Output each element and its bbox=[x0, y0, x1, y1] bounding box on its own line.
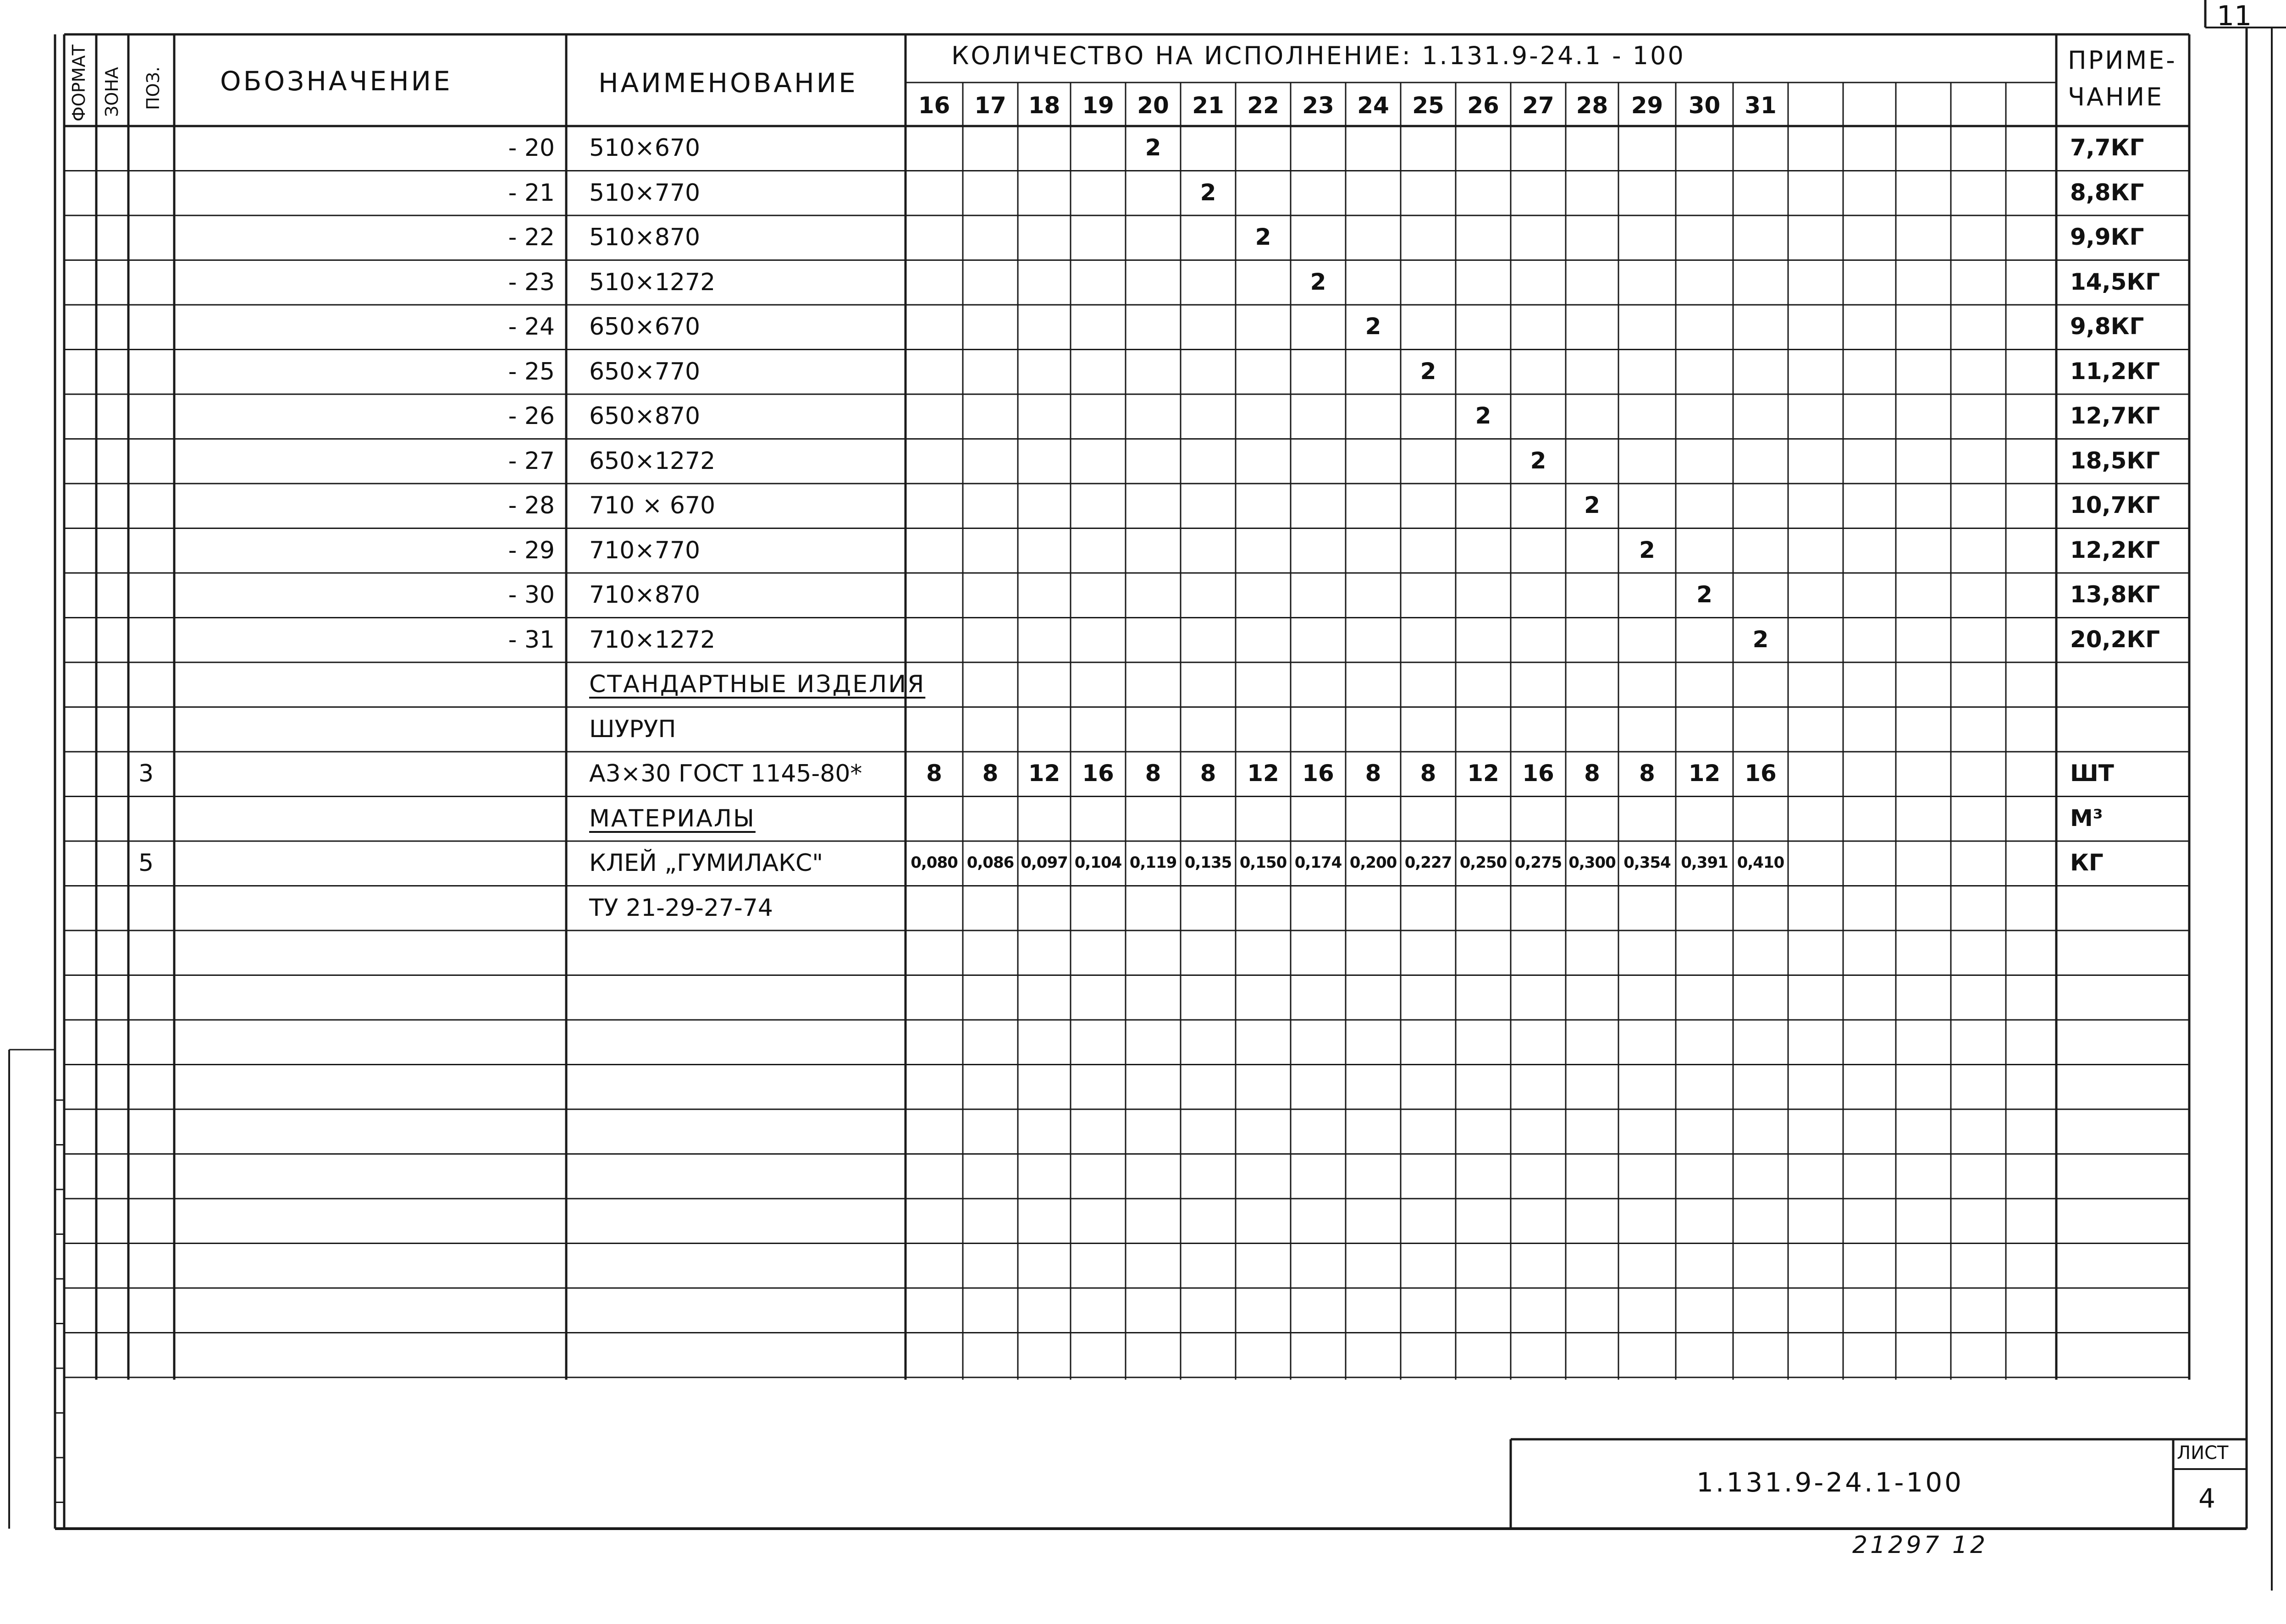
header-note-line2: ЧАНИЕ bbox=[2068, 83, 2164, 111]
qty-cell: 8 bbox=[982, 760, 999, 787]
row-pos: 5 bbox=[138, 849, 154, 877]
row-note: ШТ bbox=[2070, 760, 2114, 787]
qty-cell: 8 bbox=[1420, 760, 1436, 787]
page-mark: 11 bbox=[2217, 0, 2252, 32]
qty-cell: 16 bbox=[1745, 760, 1777, 787]
row-name: 650×670 bbox=[589, 313, 701, 341]
row-note: 11,2КГ bbox=[2070, 358, 2160, 385]
row-name: 510×1272 bbox=[589, 268, 716, 296]
qty-cell: 8 bbox=[1365, 760, 1381, 787]
row-note: 20,2КГ bbox=[2070, 626, 2160, 653]
qty-cell: 0,150 bbox=[1239, 853, 1287, 872]
qty-cell: 16 bbox=[1302, 760, 1334, 787]
row-note: 14,5КГ bbox=[2070, 268, 2160, 295]
qty-cell: 0,250 bbox=[1459, 853, 1507, 872]
row-name: 710×870 bbox=[589, 581, 701, 609]
row-name: 650×770 bbox=[589, 358, 701, 385]
qty-column-header: 30 bbox=[1688, 92, 1721, 119]
row-note: 8,8КГ bbox=[2070, 179, 2144, 206]
qty-column-header: 27 bbox=[1522, 92, 1554, 119]
row-designation: - 27 bbox=[508, 447, 555, 475]
qty-column-header: 17 bbox=[974, 92, 1006, 119]
qty-cell: 0,119 bbox=[1129, 853, 1177, 872]
qty-cell: 2 bbox=[1200, 179, 1216, 206]
row-designation: - 24 bbox=[508, 313, 555, 341]
qty-cell: 8 bbox=[1200, 760, 1216, 787]
qty-cell: 16 bbox=[1522, 760, 1554, 787]
row-designation: - 30 bbox=[508, 581, 555, 609]
header-quantity-title: КОЛИЧЕСТВО НА ИСПОЛНЕНИЕ: 1.131.9-24.1 - 100 bbox=[951, 41, 1685, 70]
row-designation: - 26 bbox=[508, 402, 555, 430]
qty-cell: 0,086 bbox=[966, 853, 1014, 872]
sheet-label: ЛИСТ bbox=[2177, 1442, 2229, 1464]
header-pos: ПОЗ. bbox=[143, 66, 163, 110]
qty-cell: 2 bbox=[1145, 134, 1161, 161]
row-name: 650×870 bbox=[589, 402, 701, 430]
qty-cell: 2 bbox=[1530, 447, 1546, 474]
qty-cell: 0,080 bbox=[911, 853, 958, 872]
qty-column-header: 26 bbox=[1467, 92, 1499, 119]
row-designation: - 29 bbox=[508, 536, 555, 564]
qty-cell: 0,174 bbox=[1294, 853, 1342, 872]
row-name: 510×670 bbox=[589, 134, 701, 162]
qty-cell: 8 bbox=[1639, 760, 1655, 787]
qty-cell: 2 bbox=[1420, 358, 1436, 385]
qty-cell: 8 bbox=[1145, 760, 1161, 787]
qty-column-header: 22 bbox=[1247, 92, 1279, 119]
row-name: А3×30 ГОСТ 1145-80* bbox=[589, 760, 862, 787]
qty-cell: 2 bbox=[1639, 536, 1655, 563]
row-note: 9,8КГ bbox=[2070, 313, 2144, 340]
qty-column-header: 24 bbox=[1357, 92, 1389, 119]
row-name: 710×770 bbox=[589, 536, 701, 564]
row-name: 510×770 bbox=[589, 179, 701, 207]
row-pos: 3 bbox=[138, 760, 154, 787]
row-designation: - 21 bbox=[508, 179, 555, 207]
qty-cell: 2 bbox=[1365, 313, 1381, 340]
row-note: 9,9КГ bbox=[2070, 224, 2144, 250]
qty-cell: 12 bbox=[1467, 760, 1499, 787]
qty-cell: 0,135 bbox=[1184, 853, 1232, 872]
qty-cell: 2 bbox=[1475, 402, 1491, 429]
row-note: 7,7КГ bbox=[2070, 134, 2144, 161]
qty-cell: 0,354 bbox=[1623, 853, 1671, 872]
qty-cell: 0,104 bbox=[1074, 853, 1122, 872]
qty-cell: 16 bbox=[1082, 760, 1114, 787]
qty-cell: 0,410 bbox=[1737, 853, 1784, 872]
qty-cell: 2 bbox=[1584, 492, 1600, 518]
qty-cell: 8 bbox=[1584, 760, 1600, 787]
row-name: ТУ 21-29-27-74 bbox=[589, 894, 773, 922]
qty-cell: 2 bbox=[1310, 268, 1326, 295]
qty-cell: 2 bbox=[1752, 626, 1769, 653]
qty-cell: 12 bbox=[1028, 760, 1060, 787]
row-designation: - 28 bbox=[508, 492, 555, 519]
row-designation: - 20 bbox=[508, 134, 555, 162]
qty-column-header: 18 bbox=[1028, 92, 1060, 119]
qty-column-header: 19 bbox=[1082, 92, 1114, 119]
row-designation: - 25 bbox=[508, 358, 555, 385]
qty-cell: 0,227 bbox=[1404, 853, 1452, 872]
archive-number: 21297 12 bbox=[1852, 1531, 1988, 1559]
row-note: 12,2КГ bbox=[2070, 536, 2160, 563]
row-name: ШУРУП bbox=[589, 715, 676, 743]
row-note: М³ bbox=[2070, 804, 2103, 831]
row-note: 10,7КГ bbox=[2070, 492, 2160, 518]
row-name: 510×870 bbox=[589, 224, 701, 251]
qty-cell: 8 bbox=[926, 760, 942, 787]
qty-column-header: 23 bbox=[1302, 92, 1334, 119]
row-name: 710×1272 bbox=[589, 626, 716, 654]
qty-cell: 0,391 bbox=[1681, 853, 1728, 872]
qty-cell: 2 bbox=[1255, 224, 1271, 250]
qty-column-header: 25 bbox=[1412, 92, 1444, 119]
row-note: 18,5КГ bbox=[2070, 447, 2160, 474]
qty-cell: 0,275 bbox=[1514, 853, 1562, 872]
header-format: ФОРМАТ bbox=[69, 44, 89, 121]
row-designation: - 22 bbox=[508, 224, 555, 251]
qty-cell: 12 bbox=[1247, 760, 1279, 787]
qty-column-header: 28 bbox=[1576, 92, 1608, 119]
row-name: 650×1272 bbox=[589, 447, 716, 475]
row-name: 710 × 670 bbox=[589, 492, 716, 519]
row-note: КГ bbox=[2070, 849, 2104, 876]
section-heading: МАТЕРИАЛЫ bbox=[589, 804, 756, 832]
qty-cell: 0,097 bbox=[1021, 853, 1068, 872]
qty-column-header: 21 bbox=[1192, 92, 1224, 119]
header-designation: ОБОЗНАЧЕНИЕ bbox=[220, 66, 453, 97]
qty-cell: 0,200 bbox=[1349, 853, 1397, 872]
qty-cell: 2 bbox=[1696, 581, 1712, 608]
row-note: 12,7КГ bbox=[2070, 402, 2160, 429]
row-designation: - 23 bbox=[508, 268, 555, 296]
sheet-number: 4 bbox=[2198, 1483, 2218, 1514]
row-designation: - 31 bbox=[508, 626, 555, 654]
doc-number: 1.131.9-24.1-100 bbox=[1696, 1467, 1964, 1498]
qty-cell: 0,300 bbox=[1568, 853, 1616, 872]
qty-cell: 12 bbox=[1688, 760, 1721, 787]
header-zone: ЗОНА bbox=[102, 67, 122, 117]
header-note-line1: ПРИМЕ- bbox=[2068, 46, 2177, 75]
qty-column-header: 20 bbox=[1137, 92, 1169, 119]
row-note: 13,8КГ bbox=[2070, 581, 2160, 608]
section-heading: СТАНДАРТНЫЕ ИЗДЕЛИЯ bbox=[589, 671, 926, 698]
row-name: КЛЕЙ „ГУМИЛАКС" bbox=[589, 849, 823, 877]
header-name: НАИМЕНОВАНИЕ bbox=[598, 67, 858, 99]
qty-column-header: 31 bbox=[1745, 92, 1777, 119]
qty-column-header: 29 bbox=[1631, 92, 1663, 119]
qty-column-header: 16 bbox=[918, 92, 950, 119]
